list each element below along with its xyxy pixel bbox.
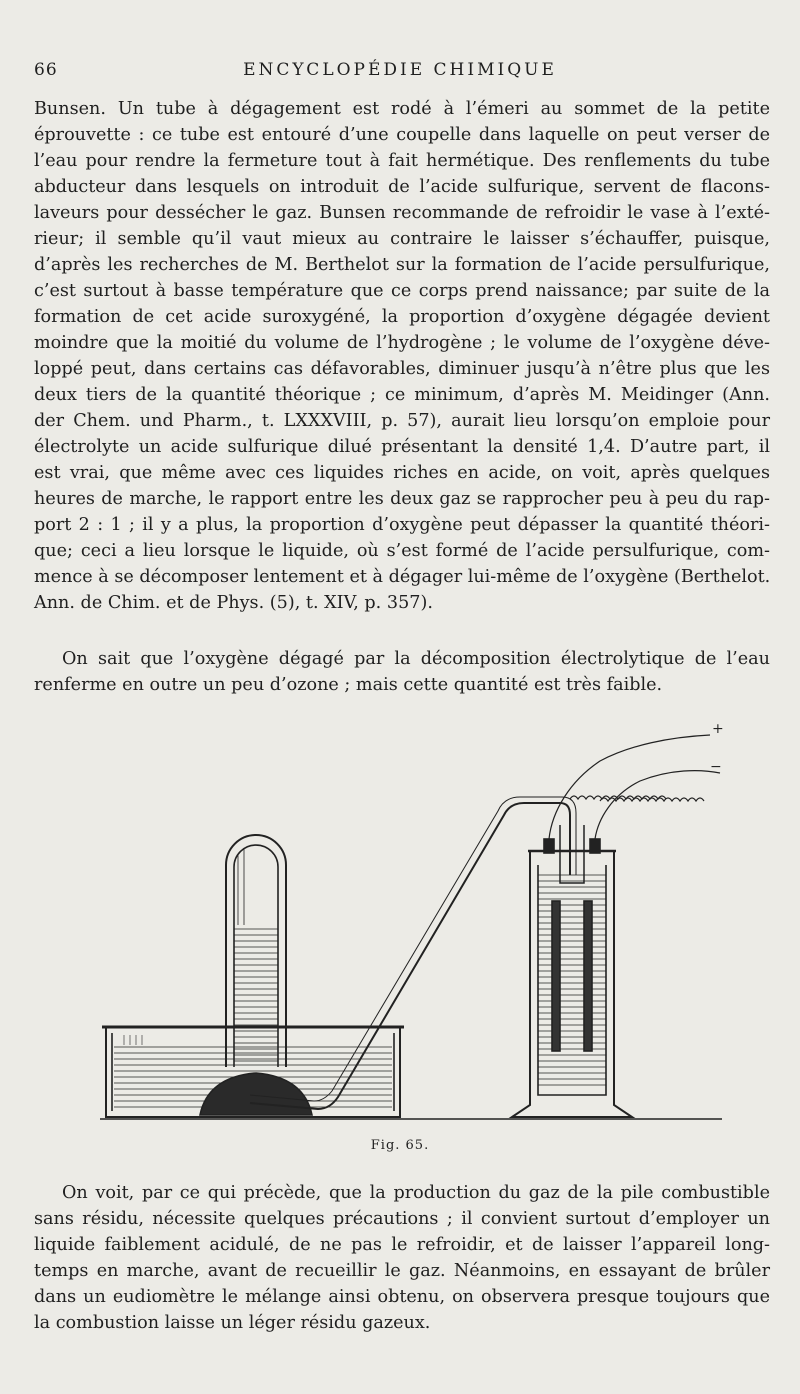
text-line: loppé peut, dans certains cas défavorables, diminuer jusqu’à n’être plus que les xyxy=(34,359,770,379)
minus-terminal-label: − xyxy=(710,759,722,775)
text-line: sans résidu, nécessite quelques précautions ; il convient surtout d’employer un xyxy=(34,1209,770,1229)
text-line: der Chem. und Pharm., t. LXXXVIII, p. 57), aurait lieu lorsqu’on emploie pour xyxy=(34,411,770,431)
text-line: On sait que l’oxygène dégagé par la décomposition électrolytique de l’eau xyxy=(62,649,770,669)
text-line: liquide faiblement acidulé, de ne pas le refroidir, et de laisser l’appareil long- xyxy=(34,1235,770,1255)
text-line: est vrai, que même avec ces liquides riches en acide, on voit, après quelques xyxy=(34,463,770,483)
tube-support xyxy=(200,1073,312,1115)
text-line: rieur; il semble qu’il vaut mieux au contraire le laisser s’échauffer, puisque, xyxy=(34,229,770,249)
text-line: laveurs pour dessécher le gaz. Bunsen recommande de refroidir le vase à l’exté- xyxy=(34,203,770,223)
paragraph-conclusion xyxy=(34,1180,770,1336)
text-line: heures de marche, le rapport entre les deux gaz se rapprocher peu à peu du rap- xyxy=(34,489,770,509)
collecting-tube xyxy=(226,835,286,1067)
running-title: ENCYCLOPÉDIE CHIMIQUE xyxy=(243,60,557,80)
delivery-tube xyxy=(250,803,570,1109)
text-line: éprouvette : ce tube est entouré d’une coupelle dans laquelle on peut verser de xyxy=(34,125,770,145)
text-line: renferme en outre un peu d’ozone ; mais cette quantité est très faible. xyxy=(34,675,663,695)
text-line: deux tiers de la quantité théorique ; ce minimum, d’après M. Meidinger (Ann. xyxy=(34,385,770,405)
text-line: formation de cet acide suroxygéné, la proportion d’oxygène dégagée devient xyxy=(34,307,770,327)
text-line: la combustion laisse un léger résidu gazeux. xyxy=(34,1313,431,1333)
text-line: port 2 : 1 ; il y a plus, la proportion d’oxygène peut dépasser la quantité théori- xyxy=(34,515,770,535)
figure-65-apparatus xyxy=(100,715,740,1135)
text-line: électrolyte un acide sulfurique dilué présentant la densité 1,4. D’autre part, il xyxy=(34,437,770,457)
electrode-wires xyxy=(549,735,720,839)
figure-caption: Fig. 65. xyxy=(370,1138,430,1153)
text-line: Ann. de Chim. et de Phys. (5), t. XIV, p. 357). xyxy=(34,593,433,613)
text-line: temps en marche, avant de recueillir le gaz. Néanmoins, en essayant de brûler xyxy=(34,1261,770,1281)
text-line: abducteur dans lesquels on introduit de l’acide sulfurique, servent de flacons- xyxy=(34,177,770,197)
text-line: mence à se décomposer lentement et à dégager lui-même de l’oxygène (Berthelot. xyxy=(34,567,771,587)
text-line: l’eau pour rendre la fermeture tout à fait hermétique. Des renflements du tube xyxy=(34,151,770,171)
page-header xyxy=(34,60,766,88)
text-line: Bunsen. Un tube à dégagement est rodé à l’émeri au sommet de la petite xyxy=(34,99,770,119)
text-line: dans un eudiomètre le mélange ainsi obtenu, on observera presque toujours que xyxy=(34,1287,770,1307)
paragraph-bunsen xyxy=(34,96,770,616)
text-line: On voit, par ce qui précède, que la production du gaz de la pile combustible xyxy=(62,1183,770,1203)
text-line: c’est surtout à basse température que ce corps prend naissance; par suite de la xyxy=(34,281,770,301)
page-number: 66 xyxy=(34,60,58,80)
plus-terminal-label: + xyxy=(712,721,724,737)
paragraph-ozone xyxy=(34,646,770,698)
text-line: moindre que la moitié du volume de l’hydrogène ; le volume de l’oxygène déve- xyxy=(34,333,770,353)
text-line: d’après les recherches de M. Berthelot sur la formation de l’acide persulfurique, xyxy=(34,255,770,275)
text-line: que; ceci a lieu lorsque le liquide, où s’est formé de l’acide persulfurique, com- xyxy=(34,541,770,561)
electrolytic-cell xyxy=(512,825,632,1117)
